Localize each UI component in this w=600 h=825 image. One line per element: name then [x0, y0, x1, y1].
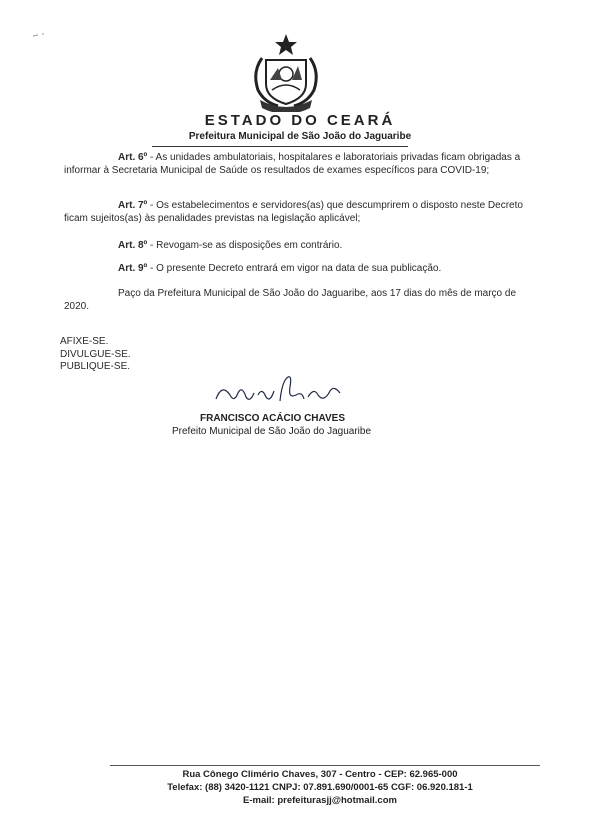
footer-email: E-mail: prefeiturasjj@hotmail.com	[243, 795, 397, 806]
scan-speck	[32, 32, 52, 38]
municipal-seal-icon	[240, 32, 332, 112]
municipality-title: Prefeitura Municipal de São João do Jaguaribe	[188, 131, 412, 142]
article-label: Art. 9º	[118, 263, 148, 274]
command-line: AFIXE-SE.	[60, 336, 109, 347]
article-label: Art. 7º	[118, 200, 148, 211]
article-8	[64, 240, 524, 253]
article-text: - O presente Decreto entrará em vigor na data de sua publicação.	[147, 263, 442, 274]
signer-role: Prefeito Municipal de São João do Jaguaribe	[172, 426, 372, 437]
state-title: ESTADO DO CEARÁ	[204, 112, 396, 129]
command-line: DIVULGUE-SE.	[60, 348, 131, 360]
header-divider	[152, 146, 408, 147]
closing-paragraph: Paço da Prefeitura Municipal de São João do Jaguaribe, aos 17 dias do mês de março de 2020.	[64, 288, 517, 312]
article-text: - Os estabelecimentos e servidores(as) que descumprirem o disposto neste Decreto ficam sujeitos(as) às penalidades previstas na legislação aplicável;	[64, 200, 523, 224]
article-label: Art. 6º	[118, 152, 148, 163]
publication-commands	[60, 336, 131, 374]
article-7	[64, 200, 524, 225]
article-text: - As unidades ambulatoriais, hospitalares e laboratoriais privadas ficam obrigadas a informar à Secretaria Municipal de Saúde os resultados de exames específicos para COVID-19;	[64, 152, 521, 176]
article-9	[64, 263, 524, 276]
handwritten-signature	[208, 373, 348, 411]
article-6	[64, 152, 524, 177]
signer-name: FRANCISCO ACÁCIO CHAVES	[200, 413, 346, 424]
footer-divider	[110, 765, 540, 766]
article-label: Art. 8º	[118, 240, 148, 251]
article-text: - Revogam-se as disposições em contrário.	[147, 240, 343, 251]
footer-contacts: Telefax: (88) 3420-1121 CNPJ: 07.891.690/0001-65 CGF: 06.920.181-1	[167, 782, 473, 793]
footer-address: Rua Cônego Climério Chaves, 307 - Centro - CEP: 62.965-000	[182, 769, 458, 780]
command-line: PUBLIQUE-SE.	[60, 361, 131, 372]
